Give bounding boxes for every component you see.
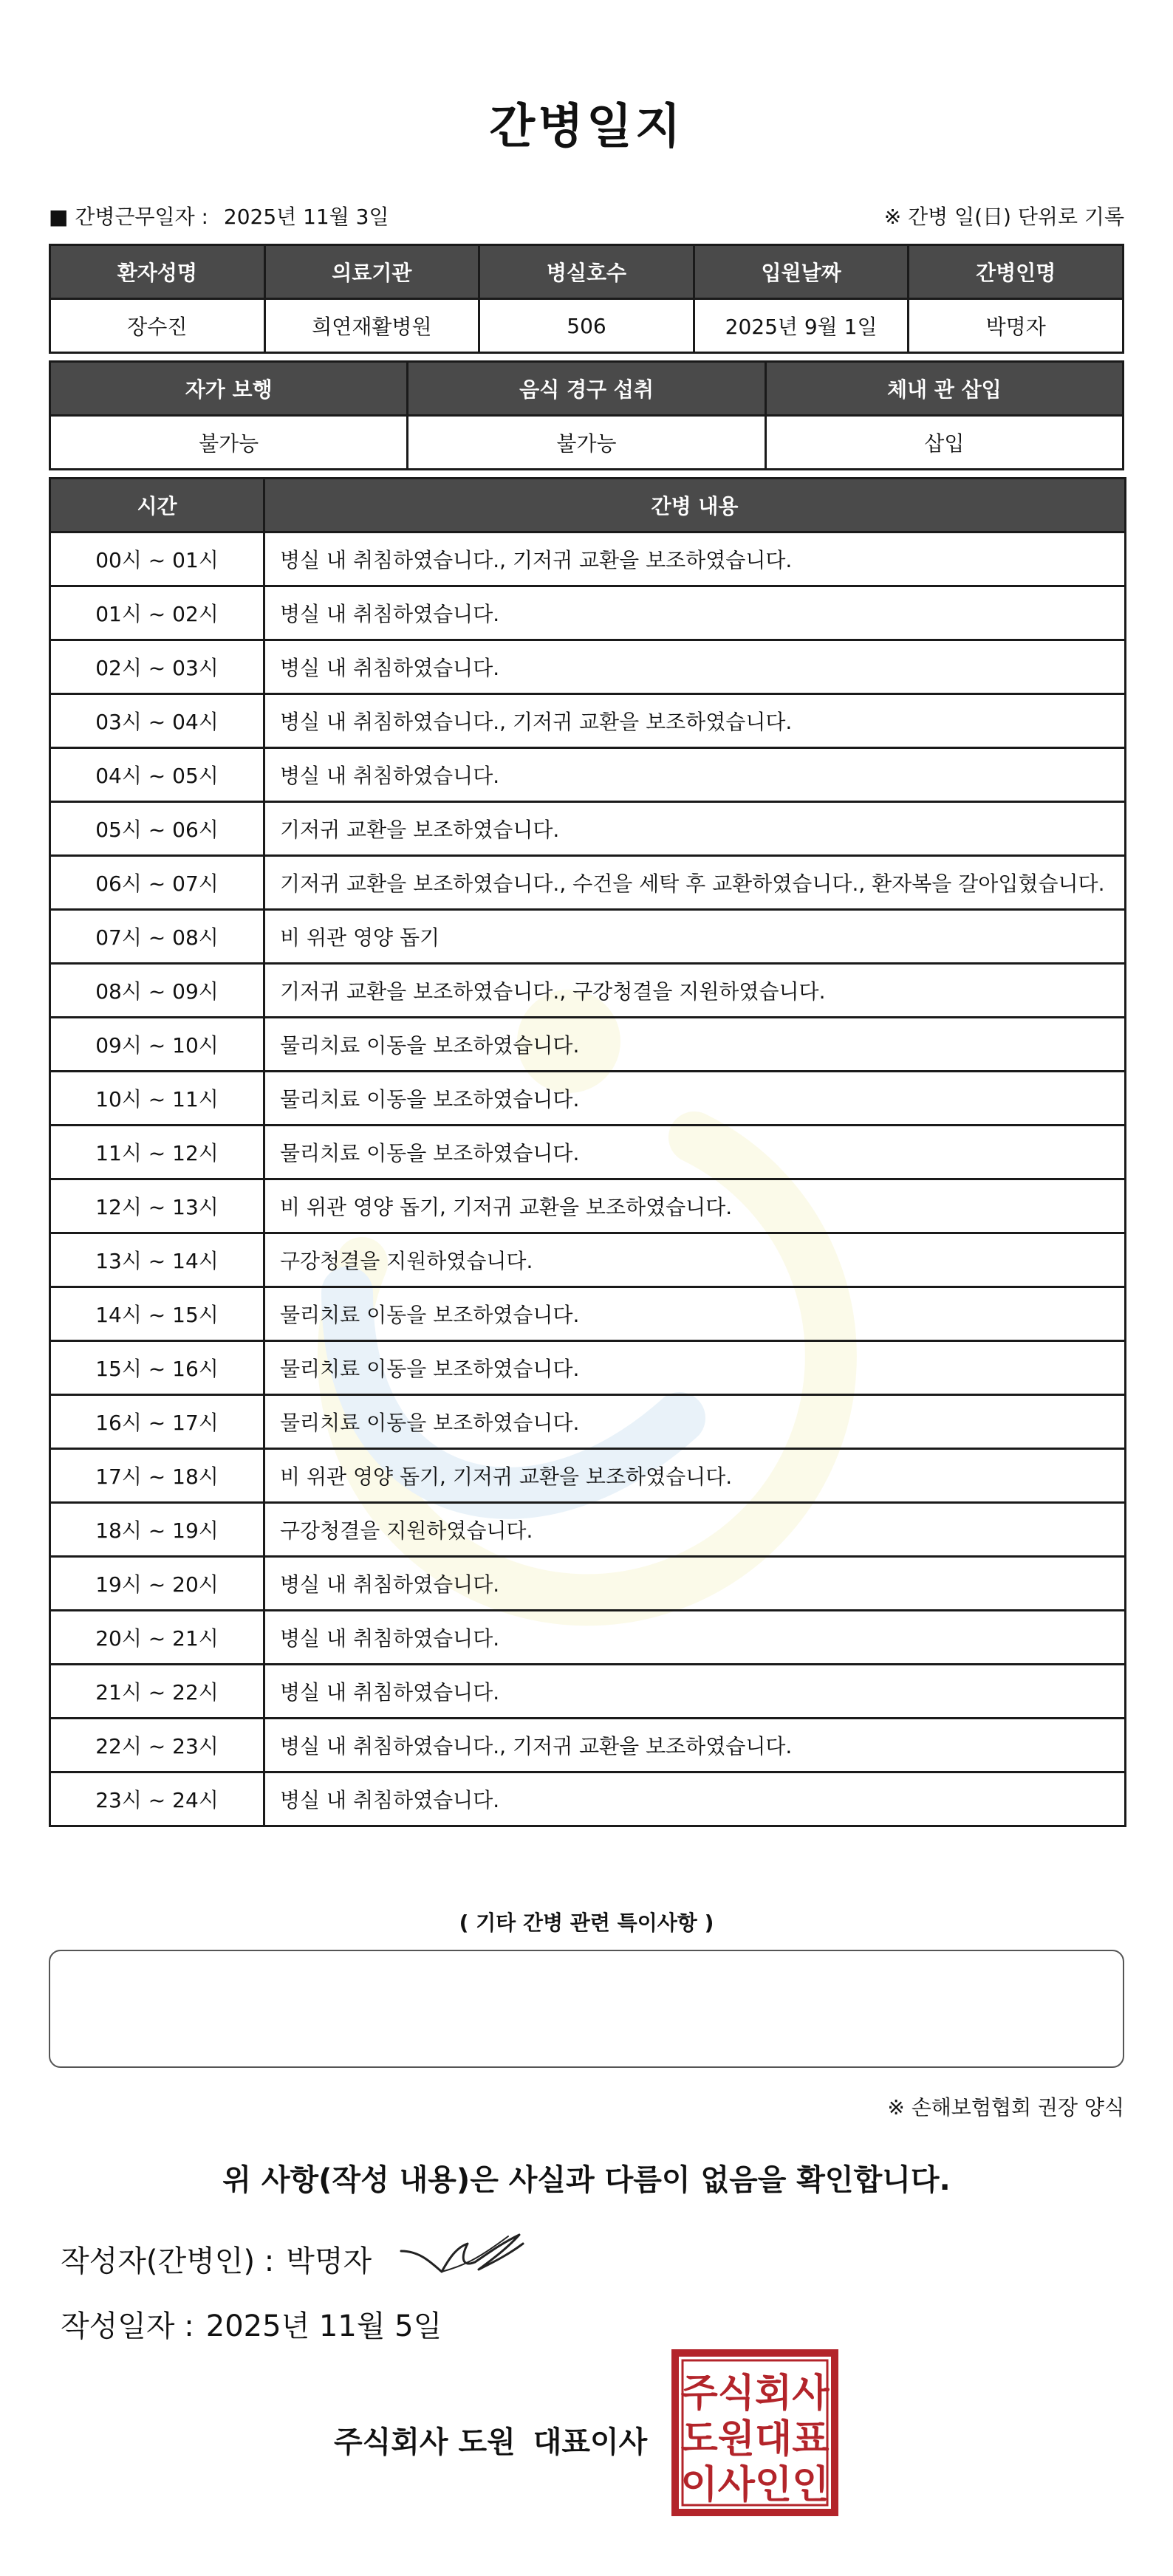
content-cell: 구강청결을 지원하였습니다. — [264, 1233, 1126, 1287]
content-cell: 기저귀 교환을 보조하였습니다., 구강청결을 지원하였습니다. — [264, 964, 1126, 1018]
time-cell: 14시 ~ 15시 — [50, 1287, 264, 1341]
time-cell: 05시 ~ 06시 — [50, 802, 264, 856]
confirmation-statement: 위 사항(작성 내용)은 사실과 다름이 없음을 확인합니다. — [222, 2163, 951, 2197]
content-cell: 병실 내 취침하였습니다., 기저귀 교환을 보조하였습니다. — [264, 694, 1126, 748]
svg-text:이사인인: 이사인인 — [680, 2463, 830, 2507]
content-cell: 물리치료 이동을 보조하였습니다. — [264, 1018, 1126, 1072]
table-row — [50, 1557, 1126, 1611]
time-cell: 08시 ~ 09시 — [50, 964, 264, 1018]
time-cell: 07시 ~ 08시 — [50, 910, 264, 964]
content-cell: 구강청결을 지원하였습니다. — [264, 1503, 1126, 1557]
header-patient-name: 환자성명 — [50, 245, 265, 299]
header-walking: 자가 보행 — [50, 362, 408, 416]
time-cell: 04시 ~ 05시 — [50, 748, 264, 802]
header-tube: 체내 관 삽입 — [765, 362, 1123, 416]
content-cell: 병실 내 취침하였습니다. — [264, 586, 1126, 640]
notes-box — [49, 1950, 1124, 2068]
notes-title: ( 기타 간병 관련 특이사항 ) — [459, 1911, 714, 1935]
time-cell: 11시 ~ 12시 — [50, 1126, 264, 1179]
table-row — [50, 1179, 1126, 1233]
care-log-table — [49, 477, 1126, 1827]
content-cell: 물리치료 이동을 보조하였습니다. — [264, 1341, 1126, 1395]
content-cell: 비 위관 영양 돕기 — [264, 910, 1126, 964]
content-cell: 병실 내 취침하였습니다. — [264, 1665, 1126, 1719]
time-cell: 02시 ~ 03시 — [50, 640, 264, 694]
company-seal-icon — [671, 2349, 839, 2517]
work-date-value: 2025년 11월 3일 — [223, 205, 389, 229]
work-date-label: ■ 간병근무일자 : — [49, 205, 208, 229]
patient-info-table — [49, 244, 1124, 354]
content-cell: 비 위관 영양 돕기, 기저귀 교환을 보조하였습니다. — [264, 1179, 1126, 1233]
time-cell: 21시 ~ 22시 — [50, 1665, 264, 1719]
writer-name: 박명자 — [286, 2244, 372, 2278]
table-row — [50, 586, 1126, 640]
table-row — [50, 1772, 1126, 1826]
walking-status: 불가능 — [50, 416, 408, 470]
time-cell: 01시 ~ 02시 — [50, 586, 264, 640]
table-row — [50, 694, 1126, 748]
patient-status-table — [49, 360, 1124, 470]
content-cell: 기저귀 교환을 보조하였습니다., 수건을 세탁 후 교환하였습니다., 환자복을 갈아입혔습니다. — [264, 856, 1126, 910]
time-cell: 03시 ~ 04시 — [50, 694, 264, 748]
table-row — [50, 640, 1126, 694]
signature-icon — [397, 2222, 530, 2288]
header-time: 시간 — [50, 479, 264, 532]
content-cell: 병실 내 취침하였습니다. — [264, 1557, 1126, 1611]
table-row — [50, 802, 1126, 856]
hospital-name: 희연재활병원 — [264, 299, 479, 353]
header-admission-date: 입원날짜 — [694, 245, 909, 299]
time-cell: 20시 ~ 21시 — [50, 1611, 264, 1665]
header-oral-intake: 음식 경구 섭취 — [408, 362, 765, 416]
patient-name: 장수진 — [50, 299, 265, 353]
table-row — [50, 1018, 1126, 1072]
company-name: 주식회사 도원 — [334, 2425, 516, 2459]
time-cell: 22시 ~ 23시 — [50, 1719, 264, 1772]
table-row — [50, 1503, 1126, 1557]
table-row — [50, 748, 1126, 802]
svg-text:도원대표: 도원대표 — [680, 2417, 830, 2462]
header-room: 병실호수 — [479, 245, 694, 299]
content-cell: 병실 내 취침하였습니다. — [264, 640, 1126, 694]
time-cell: 12시 ~ 13시 — [50, 1179, 264, 1233]
content-cell: 물리치료 이동을 보조하였습니다. — [264, 1287, 1126, 1341]
table-row — [50, 1449, 1126, 1503]
time-cell: 06시 ~ 07시 — [50, 856, 264, 910]
written-date-value: 2025년 11월 5일 — [205, 2309, 442, 2343]
content-cell: 병실 내 취침하였습니다., 기저귀 교환을 보조하였습니다. — [264, 1719, 1126, 1772]
time-cell: 09시 ~ 10시 — [50, 1018, 264, 1072]
content-cell: 물리치료 이동을 보조하였습니다. — [264, 1395, 1126, 1449]
ceo-title: 대표이사 — [533, 2425, 648, 2459]
tube-status: 삽입 — [765, 416, 1123, 470]
writer-label: 작성자(간병인) : — [61, 2244, 275, 2278]
header-hospital: 의료기관 — [264, 245, 479, 299]
content-cell: 병실 내 취침하였습니다. — [264, 1772, 1126, 1826]
content-cell: 병실 내 취침하였습니다., 기저귀 교환을 보조하였습니다. — [264, 532, 1126, 586]
time-cell: 17시 ~ 18시 — [50, 1449, 264, 1503]
table-row — [50, 964, 1126, 1018]
written-date-label: 작성일자 : — [61, 2309, 194, 2343]
content-cell: 기저귀 교환을 보조하였습니다. — [264, 802, 1126, 856]
svg-text:주식회사: 주식회사 — [680, 2371, 830, 2416]
time-cell: 18시 ~ 19시 — [50, 1503, 264, 1557]
time-cell: 00시 ~ 01시 — [50, 532, 264, 586]
time-cell: 15시 ~ 16시 — [50, 1341, 264, 1395]
table-row — [50, 910, 1126, 964]
header-care-content: 간병 내용 — [264, 479, 1126, 532]
caregiver-name: 박명자 — [909, 299, 1124, 353]
work-date — [49, 201, 389, 230]
table-row — [50, 1126, 1126, 1179]
company-line — [334, 2419, 647, 2461]
time-cell: 10시 ~ 11시 — [50, 1072, 264, 1126]
content-cell: 병실 내 취침하였습니다. — [264, 748, 1126, 802]
admission-date: 2025년 9월 1일 — [694, 299, 909, 353]
header-caregiver: 간병인명 — [909, 245, 1124, 299]
time-cell: 19시 ~ 20시 — [50, 1557, 264, 1611]
table-row — [50, 1072, 1126, 1126]
table-row — [50, 856, 1126, 910]
content-cell: 비 위관 영양 돕기, 기저귀 교환을 보조하였습니다. — [264, 1449, 1126, 1503]
time-cell: 16시 ~ 17시 — [50, 1395, 264, 1449]
time-cell: 13시 ~ 14시 — [50, 1233, 264, 1287]
content-cell: 물리치료 이동을 보조하였습니다. — [264, 1126, 1126, 1179]
table-row — [50, 532, 1126, 586]
table-row — [50, 1341, 1126, 1395]
content-cell: 물리치료 이동을 보조하였습니다. — [264, 1072, 1126, 1126]
table-row — [50, 1233, 1126, 1287]
oral-intake-status: 불가능 — [408, 416, 765, 470]
table-row — [50, 1719, 1126, 1772]
page-title: 간병일지 — [489, 100, 684, 154]
recommend-note: ※ 손해보험협회 권장 양식 — [887, 2095, 1124, 2120]
room-number: 506 — [479, 299, 694, 353]
time-cell: 23시 ~ 24시 — [50, 1772, 264, 1826]
table-row — [50, 1287, 1126, 1341]
content-cell: 병실 내 취침하였습니다. — [264, 1611, 1126, 1665]
unit-note: ※ 간병 일(日) 단위로 기록 — [883, 205, 1124, 229]
writer-line — [61, 2238, 372, 2280]
written-date-line — [61, 2303, 442, 2345]
table-row — [50, 1611, 1126, 1665]
table-row — [50, 1665, 1126, 1719]
table-row — [50, 1395, 1126, 1449]
